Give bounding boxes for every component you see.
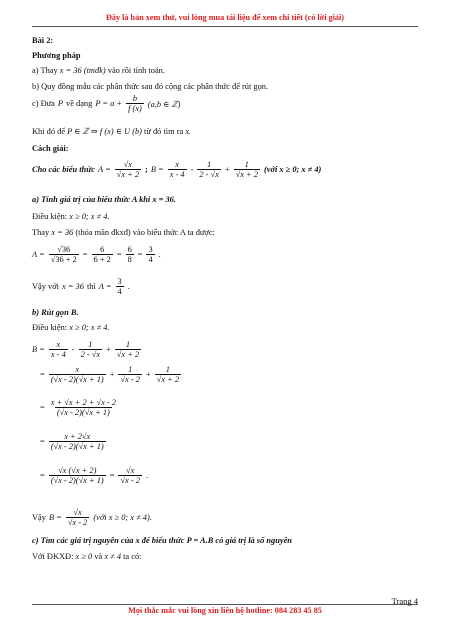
method-c-fraction bbox=[126, 94, 144, 113]
dkxd-prefix: Với ĐKXĐ: bbox=[32, 552, 74, 561]
vay-b-line bbox=[32, 508, 152, 527]
method-a bbox=[32, 66, 165, 75]
b1-fraction-3 bbox=[115, 340, 141, 359]
fraction-numerator: 1 bbox=[128, 365, 133, 374]
a-calc-end: . bbox=[158, 250, 161, 259]
fraction-numerator: 3 bbox=[148, 245, 153, 254]
a-calculation bbox=[32, 245, 161, 264]
fraction-numerator: √x bbox=[126, 466, 135, 475]
method-b: b) Quy đồng mẫu các phân thức sau đó cộng các phân thức để rút gọn. bbox=[32, 82, 269, 91]
a-calc-eq-3: = bbox=[137, 250, 143, 259]
given-A-lhs: A = bbox=[97, 165, 111, 174]
fraction-numerator: 1 bbox=[88, 340, 93, 349]
fraction-numerator: 3 bbox=[117, 277, 122, 286]
fraction-denominator: 2 - √x bbox=[199, 170, 219, 179]
given-cond: (với x ≥ 0; x ≠ 4) bbox=[263, 165, 322, 174]
dk-line-a bbox=[32, 212, 110, 221]
thay-line bbox=[32, 228, 215, 237]
page-number: Trang 4 bbox=[391, 596, 418, 606]
fraction-numerator: x + 2√x bbox=[64, 432, 91, 441]
a-calc-fraction-3 bbox=[126, 245, 134, 264]
method-c bbox=[32, 94, 180, 113]
given-B-fraction-1 bbox=[168, 160, 187, 179]
fraction-numerator: √x bbox=[123, 160, 132, 169]
dkxd-expr: x ≥ 0 bbox=[75, 552, 93, 561]
b1-minus: - bbox=[71, 345, 75, 354]
fraction-denominator: (√x - 2)(√x + 1) bbox=[56, 408, 110, 417]
method-c-prefix: c) Đưa bbox=[32, 99, 55, 108]
dkxd-suffix: ta có: bbox=[123, 552, 142, 561]
a-calc-fraction-4 bbox=[146, 245, 154, 264]
fraction-denominator: (√x - 2)(√x + 1) bbox=[50, 476, 104, 485]
fraction-numerator: 6 bbox=[100, 245, 105, 254]
fraction-numerator: x bbox=[56, 340, 61, 349]
a-calc-eq-1: = bbox=[82, 250, 88, 259]
fraction-numerator: x + √x + 2 + √x - 2 bbox=[50, 398, 116, 407]
fraction-denominator: 2 - √x bbox=[80, 350, 101, 359]
b2-plus-1: + bbox=[109, 370, 115, 379]
vay-b-lhs: B = bbox=[48, 513, 62, 522]
vay-b-prefix: Vậy bbox=[32, 513, 46, 522]
fraction-denominator: √x - 2 bbox=[67, 518, 88, 527]
fraction-denominator: (√x - 2)(√x + 1) bbox=[50, 442, 104, 451]
header-banner: Đây là bản xem thử, vui lòng mua tài liệu để xem chi tiết (có lời giải) bbox=[105, 13, 344, 22]
fraction-denominator: √x + 2 bbox=[235, 170, 258, 179]
given-B-lhs: B = bbox=[150, 165, 164, 174]
b1-plus: + bbox=[106, 345, 111, 354]
b-step-1 bbox=[32, 340, 142, 359]
method-a-prefix: a) Thay bbox=[32, 66, 58, 75]
b5-fraction-1 bbox=[49, 466, 106, 485]
given-sep: ; bbox=[145, 165, 148, 174]
method-a-tmdk: (tmđk) bbox=[83, 66, 106, 75]
fraction-numerator: 1 bbox=[207, 160, 212, 169]
a-calc-fraction-1 bbox=[49, 245, 79, 264]
b5-eq: = bbox=[40, 471, 45, 480]
b1-fraction-1 bbox=[49, 340, 68, 359]
a-calc-lhs: A = bbox=[32, 250, 45, 259]
fraction-numerator: 1 bbox=[165, 365, 170, 374]
method-a-suffix: vào rồi tính toán. bbox=[107, 66, 165, 75]
dkxd-line bbox=[32, 552, 141, 561]
vay-a-lhs: A = bbox=[98, 282, 112, 291]
fraction-denominator: 4 bbox=[148, 255, 153, 264]
given-label: Cho các biểu thức bbox=[32, 165, 95, 174]
vay-a-expr: x = 36 bbox=[62, 282, 84, 291]
b2-fraction-1 bbox=[49, 365, 106, 384]
b3-eq: = bbox=[40, 403, 45, 412]
vay-a-end: . bbox=[127, 282, 130, 291]
fraction-denominator: 6 + 2 bbox=[93, 255, 111, 264]
fraction-denominator: √x + 2 bbox=[156, 375, 180, 384]
fraction-denominator: √x - 2 bbox=[120, 476, 140, 485]
thay-prefix: Thay bbox=[32, 228, 50, 237]
method-a-expr: x = 36 bbox=[59, 66, 82, 75]
b1-fraction-2 bbox=[79, 340, 102, 359]
fraction-denominator: x - 4 bbox=[169, 170, 185, 179]
given-B-fraction-2 bbox=[197, 160, 220, 179]
dk-b-expr: x ≥ 0; x ≠ 4. bbox=[69, 323, 110, 332]
method-c-lhs: P = a + bbox=[95, 99, 123, 108]
b5-end: . bbox=[145, 471, 149, 480]
fraction-denominator: √x + 2 bbox=[116, 170, 140, 179]
b5-eq-2: = bbox=[109, 471, 115, 480]
a-calc-fraction-2 bbox=[92, 245, 113, 264]
given-B-fraction-3 bbox=[234, 160, 260, 179]
fraction-denominator: x - 4 bbox=[50, 350, 66, 359]
problem-title: Bài 2: bbox=[32, 36, 54, 45]
dkxd-and: và bbox=[94, 552, 103, 561]
fraction-numerator: x bbox=[175, 160, 179, 169]
method-c-mid: về dạng bbox=[66, 99, 93, 108]
fraction-numerator: 1 bbox=[244, 160, 249, 169]
b5-fraction-2 bbox=[118, 466, 141, 485]
b1-lhs: B = bbox=[32, 345, 45, 354]
fraction-numerator: √36 bbox=[57, 245, 71, 254]
method-c-cond: (a,b ∈ ℤ) bbox=[147, 99, 181, 109]
b-step-5 bbox=[40, 466, 148, 485]
part-c-heading: c) Tìm các giá trị nguyên của x để biểu thức P = A.B có giá trị là số nguyên bbox=[32, 536, 292, 545]
khi-do-line bbox=[32, 126, 191, 136]
b2-eq: = bbox=[40, 370, 45, 379]
footer-divider bbox=[32, 604, 418, 605]
fraction-denominator: √x - 2 bbox=[120, 375, 140, 384]
b4-eq: = bbox=[40, 437, 45, 446]
b3-fraction bbox=[49, 398, 118, 417]
cach-giai-heading: Cách giải: bbox=[32, 144, 69, 153]
fraction-denominator: (√x - 2)(√x + 1) bbox=[50, 375, 104, 384]
fraction-numerator: 6 bbox=[127, 245, 132, 254]
dk-label: Điều kiện: bbox=[32, 212, 68, 221]
b2-fraction-2 bbox=[118, 365, 141, 384]
vay-a-fraction bbox=[116, 277, 124, 296]
fraction-denominator: f (x) bbox=[128, 104, 142, 113]
fraction-numerator: √x (√x + 2) bbox=[58, 466, 97, 475]
given-A-fraction bbox=[115, 160, 141, 179]
fraction-denominator: 4 bbox=[117, 287, 122, 296]
part-b-heading: b) Rút gọn B. bbox=[32, 308, 79, 317]
khi-do-x: x. bbox=[185, 127, 192, 136]
b-step-3 bbox=[40, 398, 119, 417]
khi-do-prefix: Khi đó để bbox=[32, 127, 66, 136]
khi-do-suffix: từ đó tìm ra bbox=[144, 127, 184, 136]
b2-plus-2: + bbox=[145, 370, 151, 379]
fraction-numerator: √x bbox=[73, 508, 82, 517]
footer-banner: Mọi thắc mắc vui lòng xin liên hệ hotline: 084 283 45 85 bbox=[128, 606, 322, 615]
b4-fraction bbox=[49, 432, 106, 451]
thay-suffix: (thỏa mãn đkxđ) vào biểu thức A ta được: bbox=[75, 228, 215, 237]
dk-line-b bbox=[32, 323, 110, 332]
method-c-P: P bbox=[57, 99, 64, 108]
b2-fraction-3 bbox=[155, 365, 181, 384]
method-heading: Phương pháp bbox=[32, 51, 81, 60]
given-expressions bbox=[32, 160, 321, 179]
header-divider bbox=[32, 26, 418, 27]
fraction-numerator: x bbox=[75, 365, 80, 374]
fraction-numerator: b bbox=[132, 94, 138, 103]
given-B-minus: - bbox=[190, 165, 194, 174]
vay-a-prefix: Vậy với bbox=[32, 282, 59, 291]
vay-b-cond: (với x ≥ 0; x ≠ 4). bbox=[93, 513, 152, 522]
vay-a-line bbox=[32, 277, 130, 296]
dk-b-label: Điều kiện: bbox=[32, 323, 68, 332]
b-step-4 bbox=[40, 432, 107, 451]
vay-a-mid: thì bbox=[86, 282, 96, 291]
fraction-denominator: √x + 2 bbox=[116, 350, 140, 359]
part-a-heading: a) Tính giá trị của biểu thức A khi x = 36. bbox=[32, 195, 176, 204]
fraction-denominator: √36 + 2 bbox=[50, 255, 77, 264]
vay-b-fraction bbox=[66, 508, 89, 527]
fraction-denominator: 8 bbox=[127, 255, 132, 264]
thay-expr: x = 36 bbox=[51, 228, 74, 237]
fraction-numerator: 1 bbox=[125, 340, 131, 349]
a-calc-eq-2: = bbox=[116, 250, 122, 259]
khi-do-expr: P ∈ ℤ ⇒ f (x) ∈ U (b) bbox=[67, 127, 142, 136]
b-step-2 bbox=[40, 365, 182, 384]
dk-expr: x ≥ 0; x ≠ 4. bbox=[69, 212, 110, 221]
dkxd-expr-2: x ≠ 4 bbox=[104, 552, 122, 561]
given-B-plus: + bbox=[224, 165, 230, 174]
